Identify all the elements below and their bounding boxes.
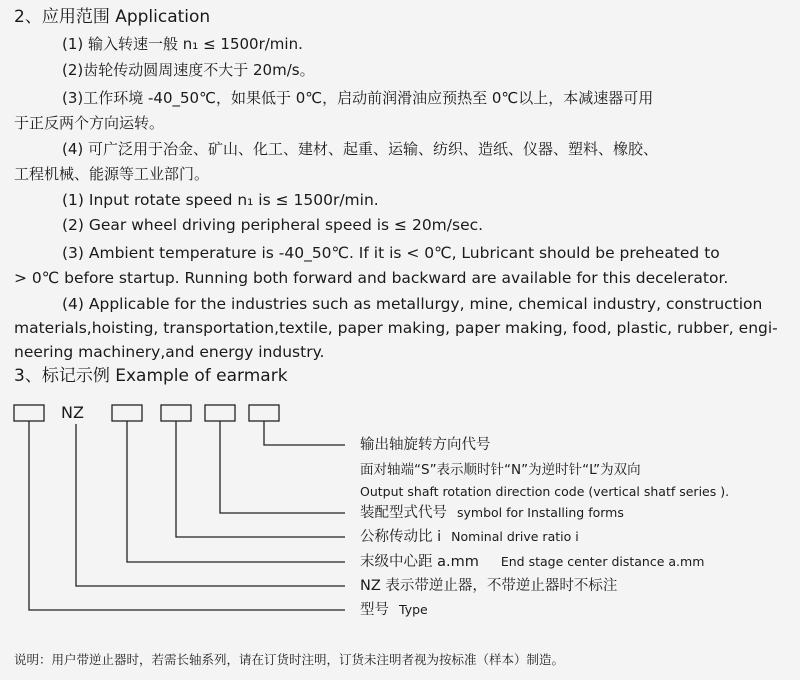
output-direction-desc: 面对轴端“S”表示顺时针“N”为逆时针“L”为双向 [360, 462, 641, 478]
en-item-1: (1) Input rotate speed n₁ is ≤ 1500r/min. [62, 191, 379, 209]
footer-note: 说明：用户带逆止器时，若需长轴系列，请在订货时注明，订货未注明者视为按标准（样本）制造。 [14, 652, 565, 667]
code-box-center [112, 405, 142, 421]
cn-item-2: (2)齿轮传动圆周速度不大于 20m/s。 [62, 61, 315, 79]
drive-ratio-cn: 公称传动比 i [360, 529, 442, 545]
en-item-3: (3) Ambient temperature is -40_50℃. If it is < 0℃, Lubricant should be preheated to [62, 244, 720, 262]
leader-ratio [176, 421, 345, 537]
code-box-output [249, 405, 279, 421]
en-item-4-cont2: neering machinery,and energy industry. [14, 343, 325, 361]
en-item-4: (4) Applicable for the industries such as metallurgy, mine, chemical industry, construction [62, 295, 763, 313]
en-item-4-cont: materials,hoisting, transportation,textile, paper making, paper making, food, plastic, rubber, engi- [14, 319, 778, 337]
cn-item-3: (3)工作环境 -40_50℃，如果低于 0℃，启动前润滑油应预热至 0℃以上，本减速器可用 [62, 89, 654, 107]
center-distance-label [360, 553, 704, 571]
install-form-cn: 装配型式代号 [360, 505, 447, 521]
type-cn: 型号 [360, 602, 389, 618]
output-direction-label: 输出轴旋转方向代号 [360, 437, 491, 453]
en-item-3-cont: > 0℃ before startup. Running both forward and backward are available for this decelerator. [14, 269, 729, 287]
leader-install [220, 421, 345, 513]
section-2-heading: 2、应用范围 Application [14, 7, 211, 27]
en-item-2: (2) Gear wheel driving peripheral speed is ≤ 20m/sec. [62, 216, 484, 234]
type-en: Type [399, 602, 428, 617]
nz-code-label: NZ [61, 403, 84, 422]
cn-item-1: (1) 输入转速一般 n₁ ≤ 1500r/min. [62, 35, 303, 53]
cn-item-4: (4) 可广泛用于冶金、矿山、化工、建材、起重、运输、纺织、造纸、仪器、塑料、橡胶、 [62, 140, 659, 158]
center-distance-cn: 末级中心距 a.mm [360, 554, 479, 570]
install-form-label [360, 504, 624, 522]
drive-ratio-en: Nominal drive ratio i [451, 529, 579, 544]
drive-ratio-label [360, 528, 579, 546]
nz-backstop-label: NZ 表示带逆止器，不带逆止器时不标注 [360, 578, 618, 594]
leader-center [127, 421, 345, 562]
output-direction-en: Output shaft rotation direction code (vertical shatf series ). [360, 484, 730, 499]
code-box-ratio [161, 405, 191, 421]
section-3-heading: 3、标记示例 Example of earmark [14, 366, 288, 386]
install-form-en: symbol for Installing forms [457, 505, 624, 520]
code-box-type [14, 405, 44, 421]
cn-item-4-cont: 工程机械、能源等工业部门。 [14, 165, 210, 183]
cn-item-3-cont: 于正反两个方向运转。 [14, 114, 165, 132]
center-distance-en: End stage center distance a.mm [500, 554, 705, 569]
leader-output [264, 421, 345, 445]
type-label [360, 601, 428, 619]
code-box-install [205, 405, 235, 421]
